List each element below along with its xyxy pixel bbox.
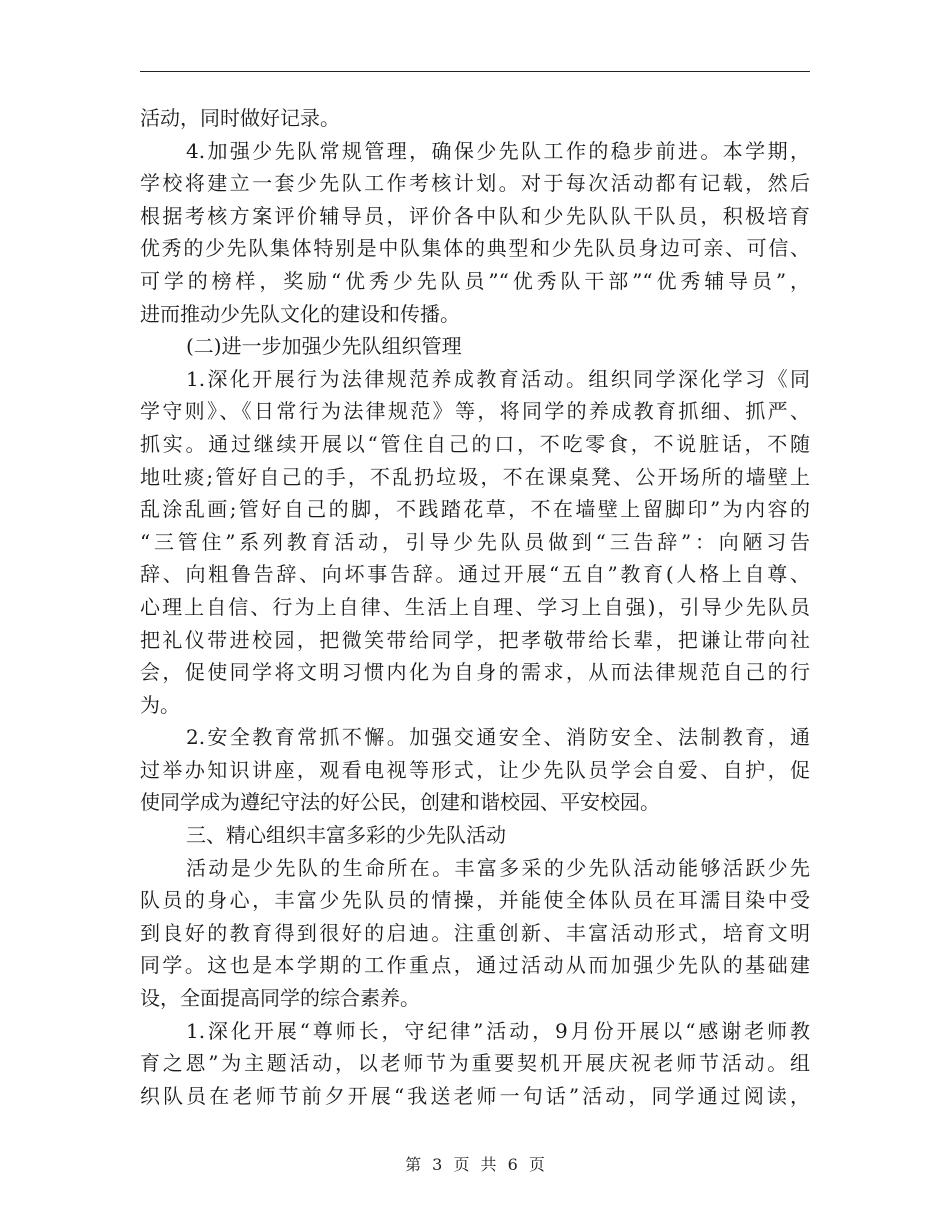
page-number: 第 3 页 共 6 页	[405, 1155, 545, 1174]
text-line: 育之恩”为主题活动，以老师节为重要契机开展庆祝老师节活动。组	[140, 1051, 810, 1076]
text-line: 会，促使同学将文明习惯内化为自身的需求，从而法律规范自己的行	[140, 660, 810, 685]
text-line: 心理上自信、行为上自律、生活上自理、学习上自强)，引导少先队员	[140, 594, 810, 619]
text-line: 可学的榜样，奖励“优秀少先队员”“优秀队干部”“优秀辅导员”，	[140, 268, 810, 293]
text-line: 乱涂乱画;管好自己的脚，不践踏花草，不在墙壁上留脚印”为内容的	[140, 497, 810, 522]
text-line: 过举办知识讲座，观看电视等形式，让少先队员学会自爱、自护，促	[140, 757, 810, 782]
text-line: 学校将建立一套少先队工作考核计划。对于每次活动都有记载，然后	[140, 171, 810, 196]
text-line: 学守则》、《日常行为法律规范》等，将同学的养成教育抓细、抓严、	[140, 399, 810, 424]
text-line: 4.加强少先队常规管理，确保少先队工作的稳步前进。本学期，	[186, 138, 810, 163]
section-heading: (二)进一步加强少先队组织管理	[186, 334, 462, 359]
text-line: 1.深化开展“尊师长，守纪律”活动，9月份开展以“感谢老师教	[186, 1018, 810, 1043]
text-line: 优秀的少先队集体特别是中队集体的典型和少先队员身边可亲、可信、	[140, 236, 810, 261]
text-line: 辞、向粗鲁告辞、向坏事告辞。通过开展“五自”教育(人格上自尊、	[140, 562, 810, 587]
text-line: 2.安全教育常抓不懈。加强交通安全、消防安全、法制教育，通	[186, 725, 810, 750]
text-line: 地吐痰;管好自己的手，不乱扔垃圾，不在课桌凳、公开场所的墙壁上	[140, 464, 810, 489]
text-line: 使同学成为遵纪守法的好公民，创建和谐校园、平安校园。	[140, 790, 660, 815]
text-line: 根据考核方案评价辅导员，评价各中队和少先队队干队员，积极培育	[140, 203, 810, 228]
text-line: “三管住”系列教育活动，引导少先队员做到“三告辞”：向陋习告	[140, 529, 810, 554]
text-line: 为。	[140, 692, 180, 717]
header-rule	[140, 71, 810, 72]
body-text	[140, 102, 810, 1112]
text-line: 同学。这也是本学期的工作重点，通过活动从而加强少先队的基础建	[140, 953, 810, 978]
text-line: 队员的身心，丰富少先队员的情操，并能使全体队员在耳濡目染中受	[140, 888, 810, 913]
text-line: 1.深化开展行为法律规范养成教育活动。组织同学深化学习《同	[186, 366, 810, 391]
text-line: 抓实。通过继续开展以“管住自己的口，不吃零食，不说脏话，不随	[140, 431, 810, 456]
text-line: 织队员在老师节前夕开展“我送老师一句话”活动，同学通过阅读，	[140, 1083, 810, 1108]
text-line: 设，全面提高同学的综合素养。	[140, 986, 420, 1011]
text-line: 到良好的教育得到很好的启迪。注重创新、丰富活动形式，培育文明	[140, 920, 810, 945]
section-heading: 三、精心组织丰富多彩的少先队活动	[186, 823, 506, 848]
text-line: 进而推动少先队文化的建设和传播。	[140, 301, 460, 326]
text-line: 活动是少先队的生命所在。丰富多采的少先队活动能够活跃少先	[186, 855, 810, 880]
text-line: 活动，同时做好记录。	[140, 106, 340, 130]
text-line: 把礼仪带进校园，把微笑带给同学，把孝敬带给长辈，把谦让带向社	[140, 627, 810, 652]
